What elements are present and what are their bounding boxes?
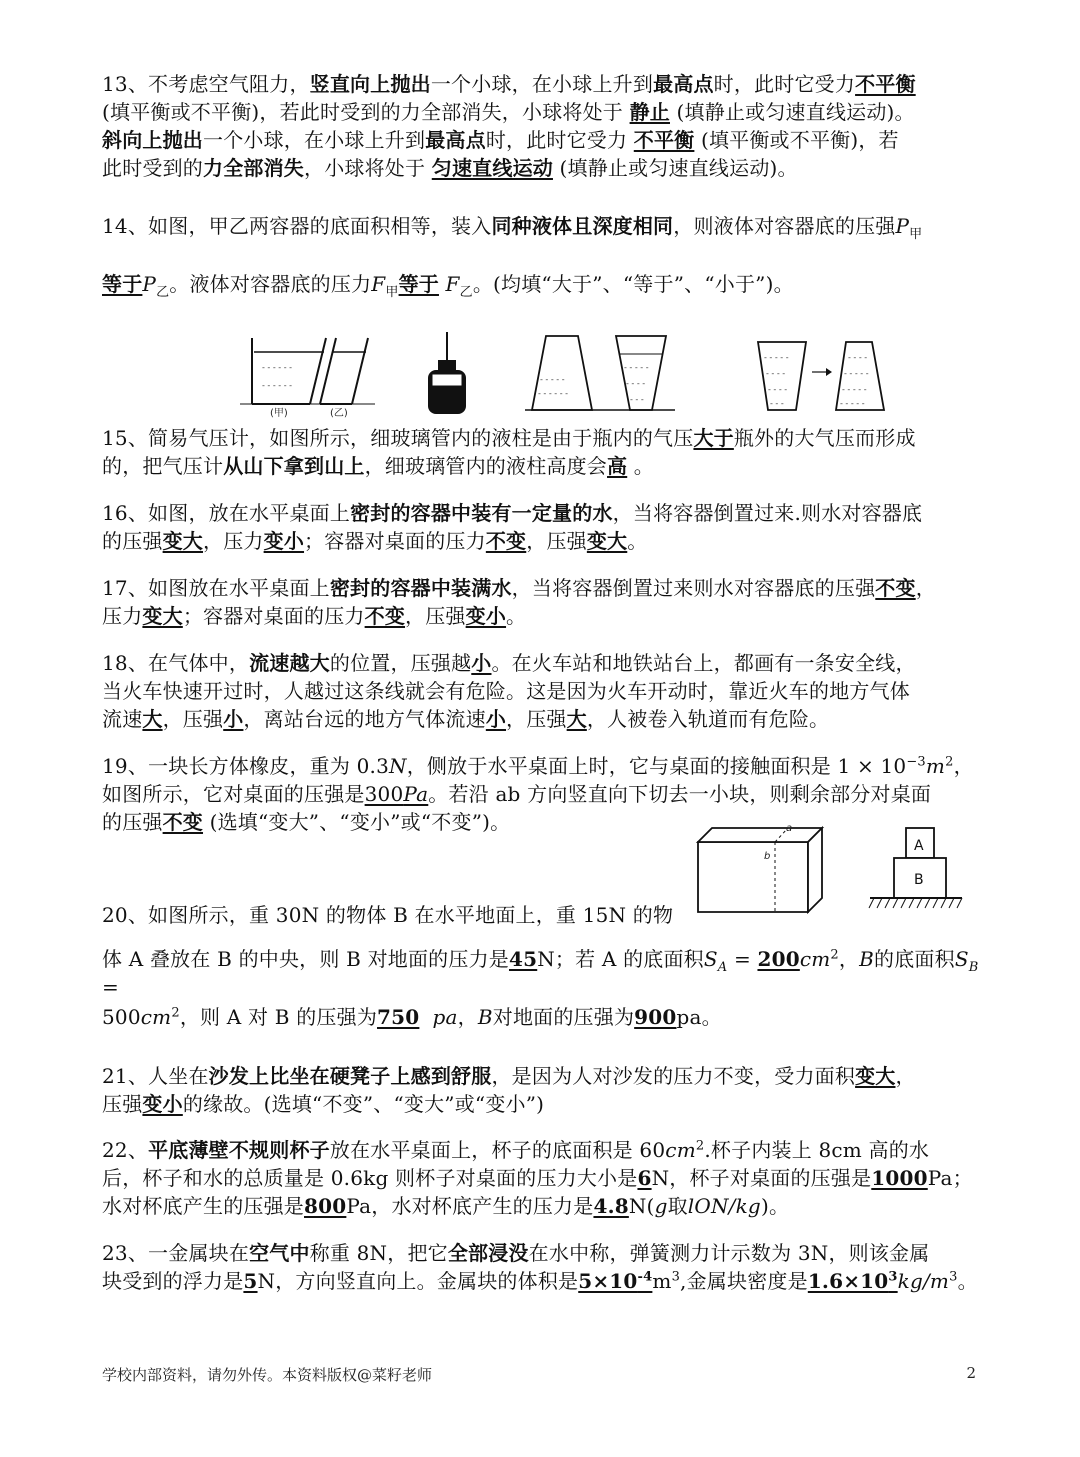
page-number: 2	[966, 1364, 976, 1382]
answer: 300Pa	[364, 782, 429, 806]
answer: 变小	[263, 529, 305, 553]
answer: 变大	[162, 529, 204, 553]
answer: $5\times 10^{-4}$	[578, 1269, 653, 1293]
label-yi: (乙)	[330, 408, 348, 419]
question-14: 14、如图，甲乙两容器的底面积相等，装入同种液体且深度相同，则液体对容器底的压强$P_甲$	[102, 214, 923, 242]
question-19: 19、一块长方体橡皮，重为 0.3N，侧放于水平桌面上时，它与桌面的接触面积是 $1 \times 10^{-3}m^2$， 如图所示，它对桌面的压强是300Pa。若沿 ab 方向竖直向下切去一小块，则剩余部分对桌面 的压强不变 (选填“变大”、“变小”或“不变”)。	[102, 754, 974, 834]
answer: 不变	[875, 576, 916, 600]
question-20: 20、如图所示，重 30N 的物体 B 在水平地面上，重 15N 的物	[102, 903, 674, 927]
answer: 大	[142, 707, 163, 731]
block-a-label: A	[914, 838, 924, 854]
answer: 小	[485, 707, 507, 731]
svg-text:- - -: - - -	[770, 399, 784, 408]
answer: 变小	[142, 1092, 183, 1116]
answer: 静止	[629, 100, 670, 124]
answer: 变大	[586, 529, 628, 553]
answer: 等于	[398, 272, 439, 296]
answer: 4.8	[593, 1194, 629, 1218]
answer: 不平衡	[855, 72, 916, 96]
answer: 不变	[485, 529, 527, 553]
answer: 匀速直线运动	[431, 156, 553, 180]
svg-text:- - - - - -: - - - - - -	[262, 381, 293, 390]
svg-text:- - - - -: - - - - -	[842, 385, 867, 394]
answer: 变小	[465, 604, 507, 628]
block-b-label: B	[914, 872, 924, 888]
question-15: 15、简易气压计，如图所示，细玻璃管内的液柱是由于瓶内的气压大于瓶外的大气压而形成 的，把气压计从山下拿到山上，细玻璃管内的液柱高度会高 。	[102, 426, 916, 478]
answer: 不变	[364, 604, 406, 628]
answer: 不变	[162, 810, 204, 834]
question-13: 13、不考虑空气阻力，竖直向上抛出一个小球，在小球上升到最高点时，此时它受力不平衡 (填平衡或不平衡)，若此时受到的力全部消失，小球将处于 静止 (填静止或匀速直线运动)。 斜向上抛出一个小球，在小球上升到最高点时，此时它受力 不平衡 (填平衡或不平衡)，若 此时受到的力全部消失，小球将处于 匀速直线运动 (填静止或匀速直线运动)。	[102, 72, 916, 180]
svg-text:- - - -: - - - -	[626, 379, 646, 388]
label-jia: (甲)	[270, 408, 288, 419]
svg-text:- - - - -: - - - - -	[540, 375, 565, 384]
answer: 不平衡	[633, 128, 695, 152]
svg-text:- - - - -: - - - - -	[840, 399, 865, 408]
svg-text:- - - -: - - - -	[768, 385, 788, 394]
question-23: 23、一金属块在空气中称重 8N，把它全部浸没在水中称，弹簧测力计示数为 3N，则该金属 块受到的浮力是5N，方向竖直向上。金属块的体积是$5\times 10^{-4}m^3$,金属块密度是$1.6\times 10^3kg/m^3$。	[102, 1241, 978, 1293]
answer: 变大	[855, 1064, 896, 1088]
answer: 小	[223, 707, 244, 731]
question-16: 16、如图，放在水平桌面上密封的容器中装有一定量的水，当将容器倒置过来.则水对容器底 的压强变大，压力变小；容器对桌面的压力不变，压强变大。	[102, 501, 923, 553]
answer: 200	[757, 947, 800, 971]
answer: 变大	[142, 604, 183, 628]
question-18: 18、在气体中，流速越大的位置，压强越小。在火车站和地铁站台上，都画有一条安全线， 当火车快速开过时，人越过这条线就会有危险。这是因为火车开动时，靠近火车的地方气体 流速大，压强小，离站台远的地方气体流速小，压强大，人被卷入轨道而有危险。	[102, 651, 916, 731]
barometer-figure	[428, 332, 466, 414]
question-21: 21、人坐在沙发上比坐在硬凳子上感到舒服，是因为人对沙发的压力不变，受力面积变大， 压强变小的缘故。(选填“不变”、“变大”或“变小”)	[102, 1064, 916, 1116]
container-yi-figure	[240, 338, 375, 404]
question-17: 17、如图放在水平桌面上密封的容器中装满水，当将容器倒置过来则水对容器底的压强不变， 压力变大；容器对桌面的压力不变，压强变小。	[102, 576, 936, 628]
answer: 大	[566, 707, 587, 731]
answer: 高	[607, 454, 628, 478]
answer: 750	[377, 1005, 420, 1029]
question-14-line2: 等于$P_乙$。液体对容器底的压力$F_甲$等于 $F_乙$。(均填“大于”、“等于”、“小于”)。	[102, 272, 794, 300]
question-22: 22、平底薄壁不规则杯子放在水平桌面上，杯子的底面积是 $60cm^2$.杯子内装上 8cm 高的水 后，杯子和水的总质量是 0.6kg 则杯子对桌面的压力大小是6N，杯子对桌面的压强是1000Pa； 水对杯底产生的压强是800Pa，水对杯底产生的压力是4.8N(g取lON/kg)。	[102, 1138, 973, 1218]
svg-text:- - -: - - -	[630, 395, 644, 404]
answer: 小	[471, 651, 492, 675]
answer: 800	[304, 1194, 347, 1218]
full-container-figure	[758, 342, 884, 410]
answer: 1000	[871, 1166, 928, 1190]
answer: 等于	[102, 272, 143, 296]
question-20-line2: 体 A 叠放在 B 的中央，则 B 对地面的压力是45N；若 A 的底面积$S_A = 200cm^2$，B的底面积$S_B$ =	[102, 947, 979, 999]
svg-text:- - - -: - - - -	[848, 353, 868, 362]
answer: $1.6\times 10^3$	[807, 1269, 898, 1293]
svg-text:- - - -: - - - -	[766, 369, 786, 378]
answer: 45	[508, 947, 538, 971]
label-a: a	[786, 823, 793, 834]
svg-text:- - - - -: - - - - -	[844, 369, 869, 378]
answer: 5	[243, 1269, 258, 1293]
container-upright-figure	[532, 336, 592, 410]
svg-text:- - - - -: - - - - -	[764, 353, 789, 362]
svg-text:- - - - - -: - - - - - -	[538, 389, 569, 398]
figures-row	[240, 330, 900, 420]
svg-text:- - - - - -: - - - - - -	[262, 363, 293, 372]
answer: 6	[637, 1166, 652, 1190]
answer: 900	[634, 1005, 677, 1029]
label-b: b	[764, 851, 771, 862]
footer-copyright: 学校内部资料，请勿外传。本资料版权@菜籽老师	[102, 1366, 433, 1384]
svg-text:- - - - -: - - - - -	[624, 363, 649, 372]
container-jia-figure	[252, 338, 326, 404]
answer: 大于	[693, 426, 734, 450]
question-20-line3: $500cm^2$，则 A 对 B 的压强为750 pa，B对地面的压强为900pa。	[102, 1005, 722, 1029]
